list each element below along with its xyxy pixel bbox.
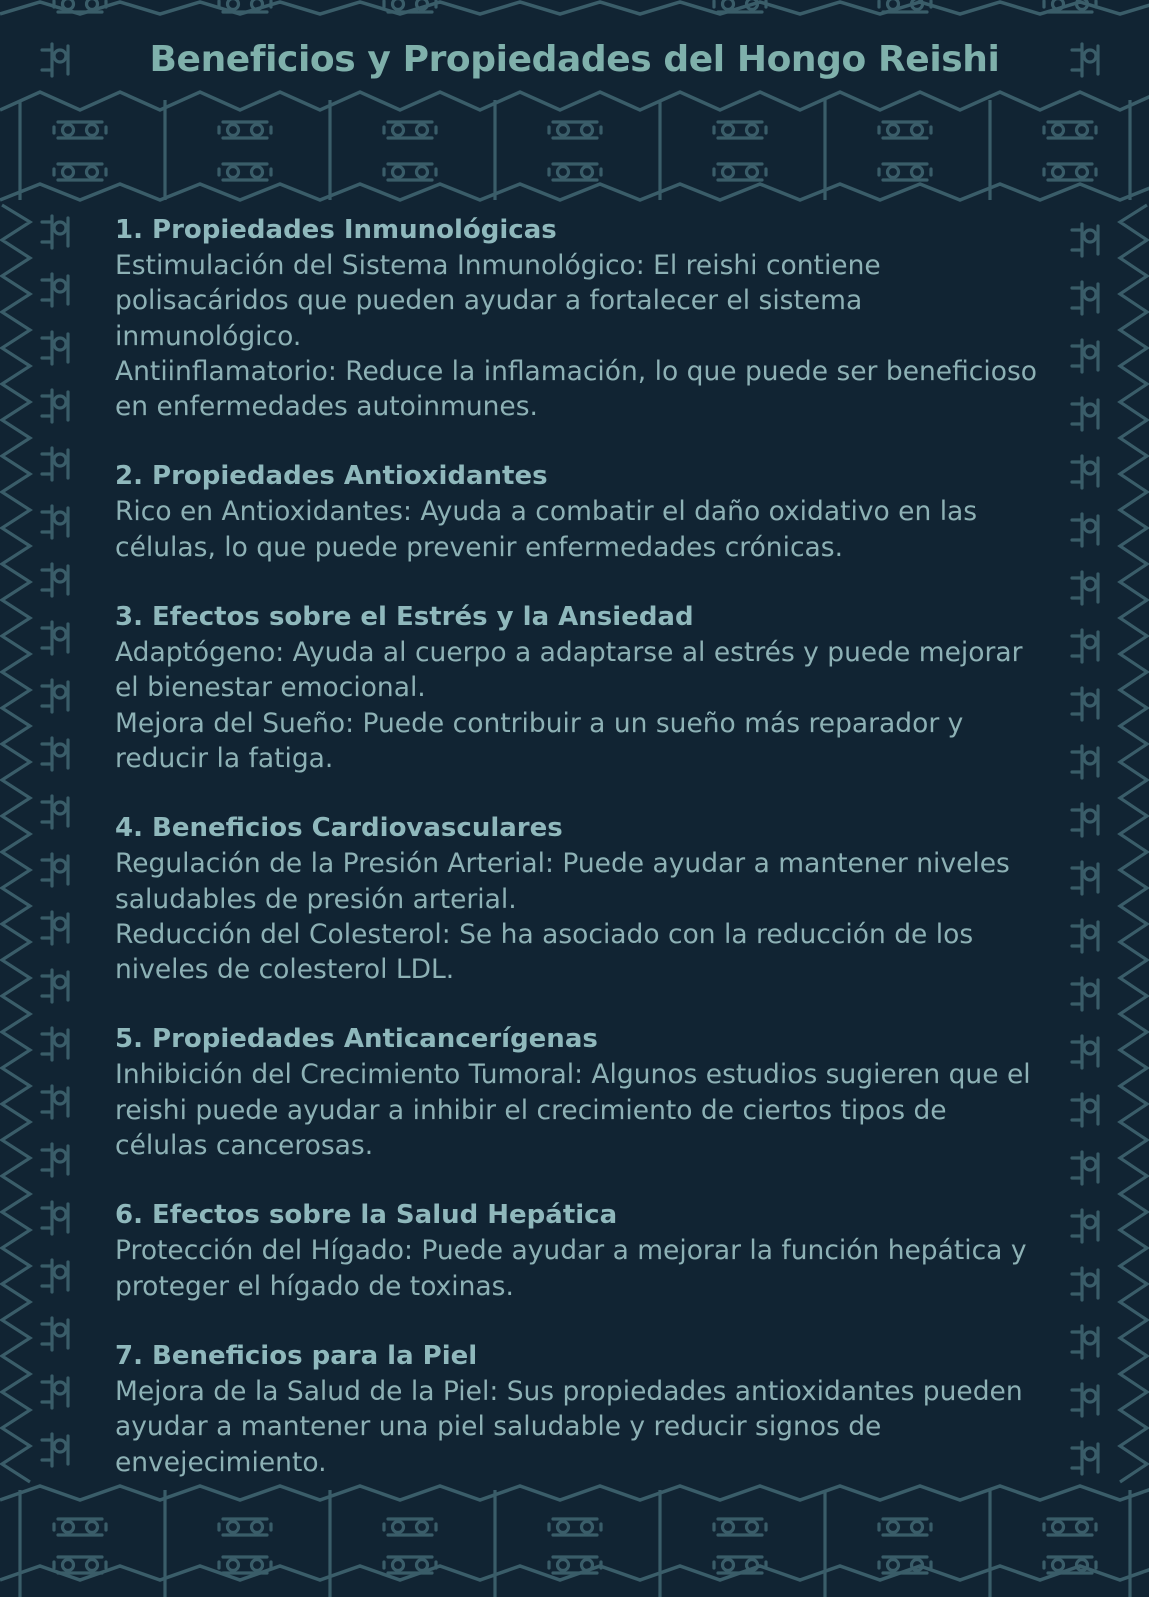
- section-heading: 3. Efectos sobre el Estrés y la Ansiedad: [115, 602, 694, 633]
- section-paragraph: Estimulación del Sistema Inmunológico: El reishi contiene polisacáridos que pueden ayudar a fortalecer el sistema inmunológico.: [115, 250, 881, 352]
- section-paragraph: Mejora de la Salud de la Piel: Sus propiedades antioxidantes pueden ayudar a mantener una piel saludable y reducir signos de envejecimiento.: [115, 1375, 1023, 1478]
- benefits-list: [115, 213, 1040, 1515]
- section-stress-anxiety: [115, 600, 1040, 776]
- section-paragraph: Protección del Hígado: Puede ayudar a mejorar la función hepática y proteger el hígado de toxinas.: [115, 1235, 1027, 1302]
- section-immunological: [115, 213, 1040, 424]
- section-paragraph: Regulación de la Presión Arterial: Puede ayudar a mantener niveles saludables de presión arterial.: [115, 848, 1010, 915]
- section-heading: 7. Beneficios para la Piel: [115, 1340, 478, 1371]
- section-paragraph: Antiinflamatorio: Reduce la inflamación, lo que puede ser beneficioso en enfermedades autoinmunes.: [115, 355, 1037, 423]
- section-heading: 5. Propiedades Anticancerígenas: [115, 1024, 598, 1055]
- section-skin: [115, 1339, 1040, 1480]
- section-antioxidant: [115, 459, 1040, 565]
- section-anticancer: [115, 1022, 1040, 1163]
- section-paragraph: Adaptógeno: Ayuda al cuerpo a adaptarse al estrés y puede mejorar el bienestar emocional.: [115, 637, 1023, 704]
- section-heading: 1. Propiedades Inmunológicas: [115, 215, 557, 245]
- section-paragraph: Inhibición del Crecimiento Tumoral: Algunos estudios sugieren que el reishi puede ayudar a inhibir el crecimiento de ciertos tipos de células cancerosas.: [115, 1059, 1031, 1162]
- section-heading: 4. Beneficios Cardiovasculares: [115, 813, 563, 844]
- top-border-band: [0, 0, 1149, 200]
- page-title: Beneficios y Propiedades del Hongo Reishi: [149, 39, 1000, 80]
- section-paragraph: Mejora del Sueño: Puede contribuir a un sueño más reparador y reducir la fatiga.: [115, 707, 964, 774]
- section-paragraph: Rico en Antioxidantes: Ayuda a combatir el daño oxidativo en las células, lo que puede prevenir enfermedades crónicas.: [115, 496, 978, 563]
- section-paragraph: Reducción del Colesterol: Se ha asociado con la reducción de los niveles de colesterol LDL.: [115, 918, 974, 986]
- right-border-column: [1072, 44, 1147, 1482]
- section-heading: 6. Efectos sobre la Salud Hepática: [115, 1200, 618, 1231]
- left-border-column: [2, 44, 68, 1482]
- section-liver-health: [115, 1198, 1040, 1304]
- section-cardiovascular: [115, 811, 1040, 987]
- section-heading: 2. Propiedades Antioxidantes: [115, 461, 548, 492]
